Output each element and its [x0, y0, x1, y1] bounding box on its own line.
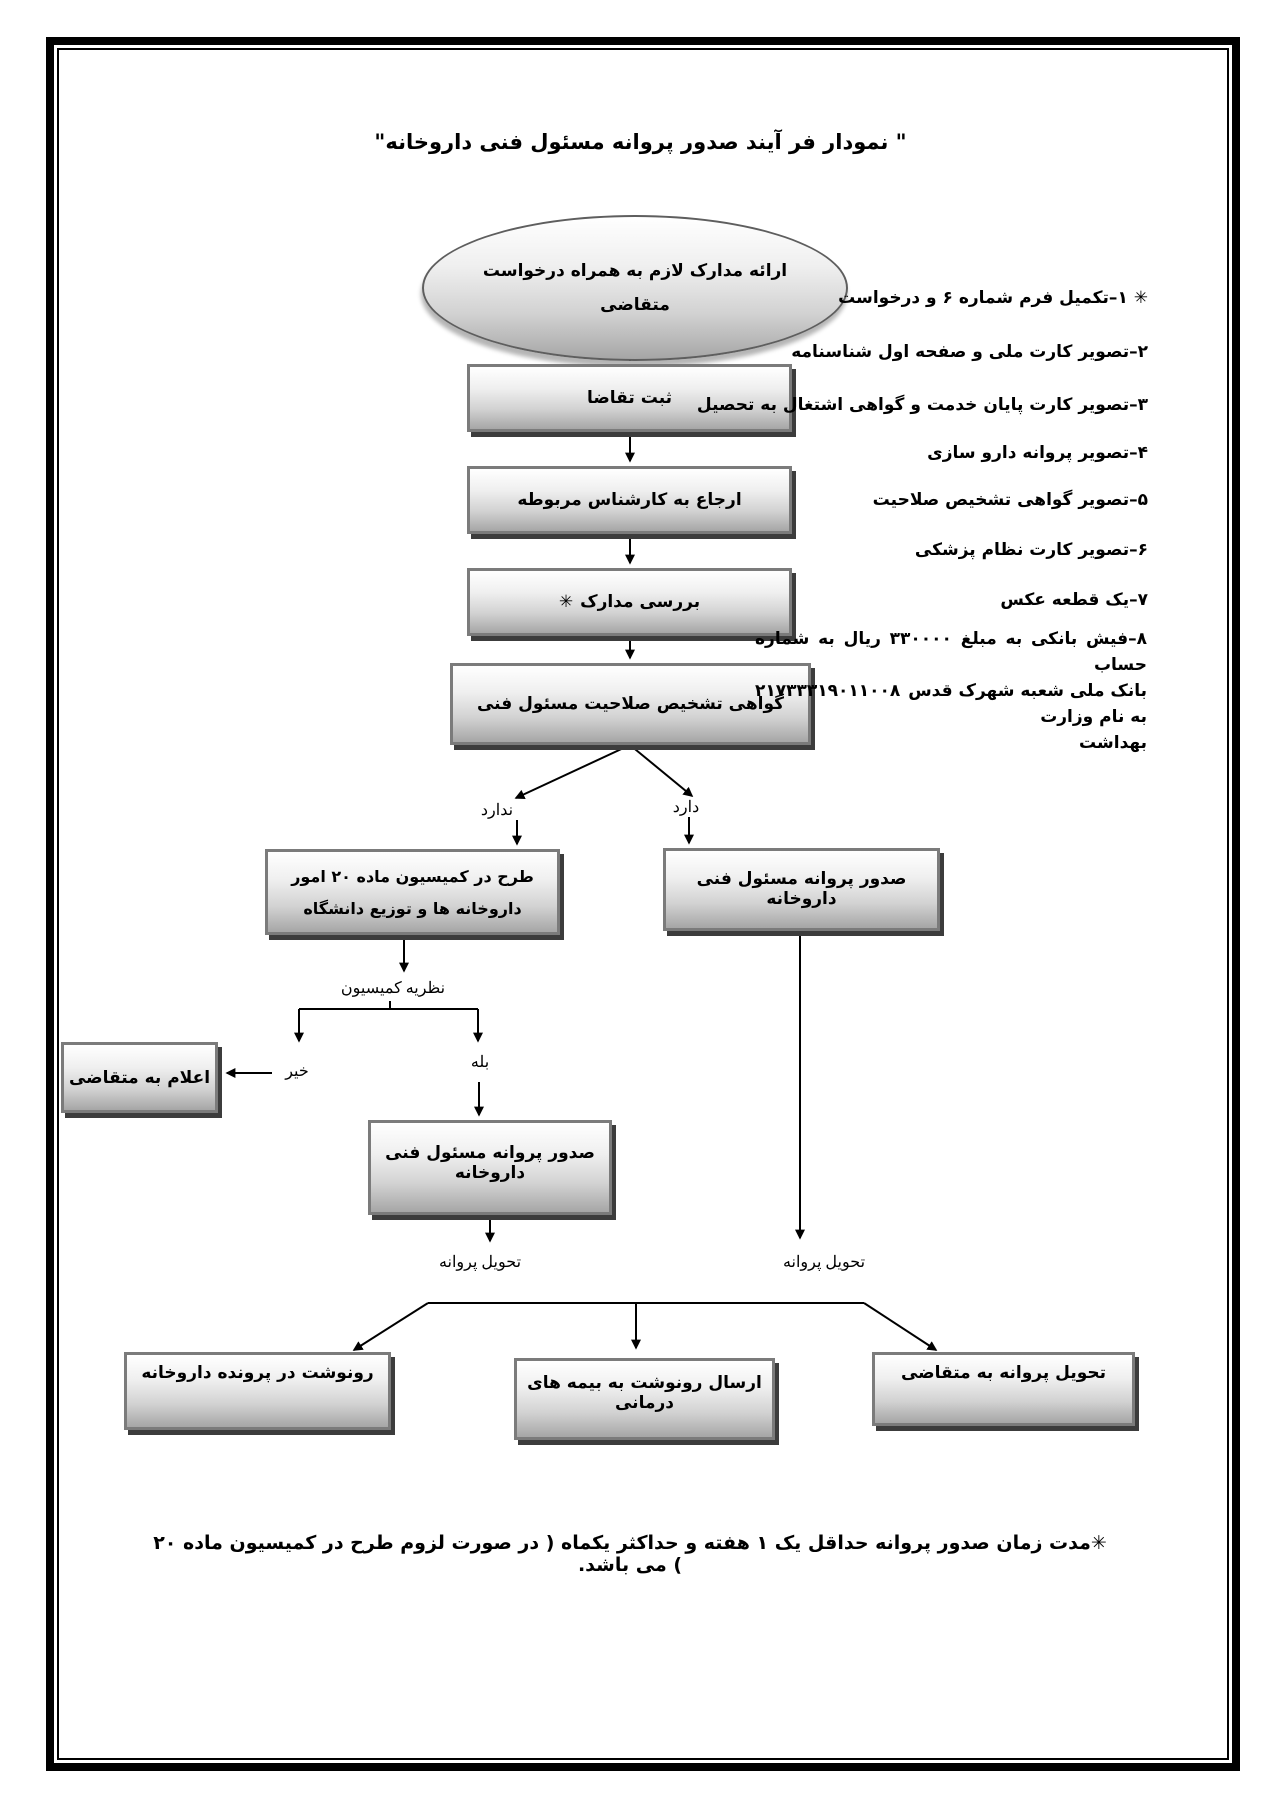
asterisk-icon: ✳	[558, 592, 574, 612]
requirement-item-8-line2	[755, 678, 1147, 730]
node-notify-applicant	[61, 1042, 218, 1113]
node-register-label: ثبت تقاضا	[586, 388, 673, 408]
requirement-item-7: ۷–یک قطعه عکس	[1000, 590, 1148, 610]
node-review-label: بررسی مدارک	[580, 592, 701, 612]
node-copy-in-pharmacy-file	[124, 1352, 391, 1430]
node-deliver-license-to-applicant	[872, 1352, 1135, 1426]
node-refer-to-expert	[467, 466, 792, 534]
footnote-processing-time: ✳مدت زمان صدور پروانه حداقل یک ۱ هفته و حداکثر یکماه ( در صورت لزوم طرح در کمیسیون ماده ۲۰ ) می باشد.	[153, 1532, 1107, 1576]
issue-have-label: صدور پروانه مسئول فنی داروخانه	[696, 869, 907, 909]
node-qualification-label: گواهی تشخیص صلاحیت مسئول فنی	[476, 694, 785, 714]
node-issue-license-yes	[368, 1120, 612, 1215]
node-review-documents	[467, 568, 792, 636]
edge-label-deliver-license-left: تحویل پروانه	[438, 1254, 522, 1271]
node-issue-license-have	[663, 848, 940, 931]
start-label-line1: ارائه مدارک لازم به همراه درخواست	[482, 261, 788, 281]
flow-start-ellipse	[422, 215, 848, 361]
requirement-item-1: ✳ ۱–تکمیل فرم شماره ۶ و درخواست	[838, 288, 1148, 308]
issue-yes-label: صدور پروانه مسئول فنی داروخانه	[385, 1143, 595, 1183]
page-title: " نمودار فر آیند صدور پروانه مسئول فنی داروخانه"	[374, 130, 907, 154]
node-article20-commission	[265, 849, 560, 935]
arrow-split-to-copyfile	[354, 1303, 428, 1350]
node-refer-label: ارجاع به کارشناس مربوطه	[517, 490, 742, 510]
arrow-branch-not-have	[516, 745, 630, 798]
requirement-item-3: ۳–تصویر کارت پایان خدمت و گواهی اشتغال به تحصیل	[696, 395, 1148, 415]
start-label-line2: متقاضی	[600, 295, 670, 315]
bank-branch-text: بانک ملی شعبه شهرک قدس به نام وزارت	[908, 681, 1147, 727]
commission-label-line1: طرح در کمیسیون ماده ۲۰ امور	[291, 866, 534, 886]
requirement-item-5: ۵–تصویر گواهی تشخیص صلاحیت	[872, 490, 1148, 510]
requirement-item-2: ۲–تصویر کارت ملی و صفحه اول شناسنامه	[791, 342, 1148, 362]
arrow-split-to-applicant	[864, 1303, 936, 1350]
edge-label-yes: بله	[470, 1054, 490, 1071]
requirement-item-8	[755, 626, 1147, 756]
copy-to-insurance-label: ارسال رونوشت به بیمه های درمانی	[527, 1373, 762, 1413]
edge-label-not-have: ندارد	[480, 802, 514, 819]
commission-label-line2: داروخانه ها و توزیع دانشگاه	[303, 898, 522, 918]
copy-in-file-label: رونوشت در پرونده داروخانه	[141, 1363, 374, 1383]
edge-label-commission-opinion: نظریه کمیسیون	[340, 980, 446, 997]
edge-label-no: خیر	[285, 1063, 309, 1080]
bank-account-number: ۲۱۷۳۳۳۱۹۰۱۱۰۰۸	[755, 681, 901, 701]
edge-label-have: دارد	[672, 799, 700, 816]
requirement-item-8-line3: بهداشت	[1079, 733, 1147, 753]
edge-label-deliver-license-right: تحویل پروانه	[782, 1254, 866, 1271]
requirement-item-6: ۶–تصویر کارت نظام پزشکی	[914, 540, 1148, 560]
requirement-item-8-line1: ۸–فیش بانکی به مبلغ ۳۳۰۰۰۰ ریال به شماره حساب	[755, 629, 1147, 675]
requirement-item-4: ۴–تصویر پروانه دارو سازی	[927, 443, 1148, 463]
arrow-branch-have	[630, 745, 692, 796]
node-copy-to-insurances	[514, 1358, 775, 1440]
deliver-to-applicant-label: تحویل پروانه به متقاضی	[900, 1363, 1107, 1383]
notify-applicant-label: اعلام به متقاضی	[68, 1067, 211, 1088]
